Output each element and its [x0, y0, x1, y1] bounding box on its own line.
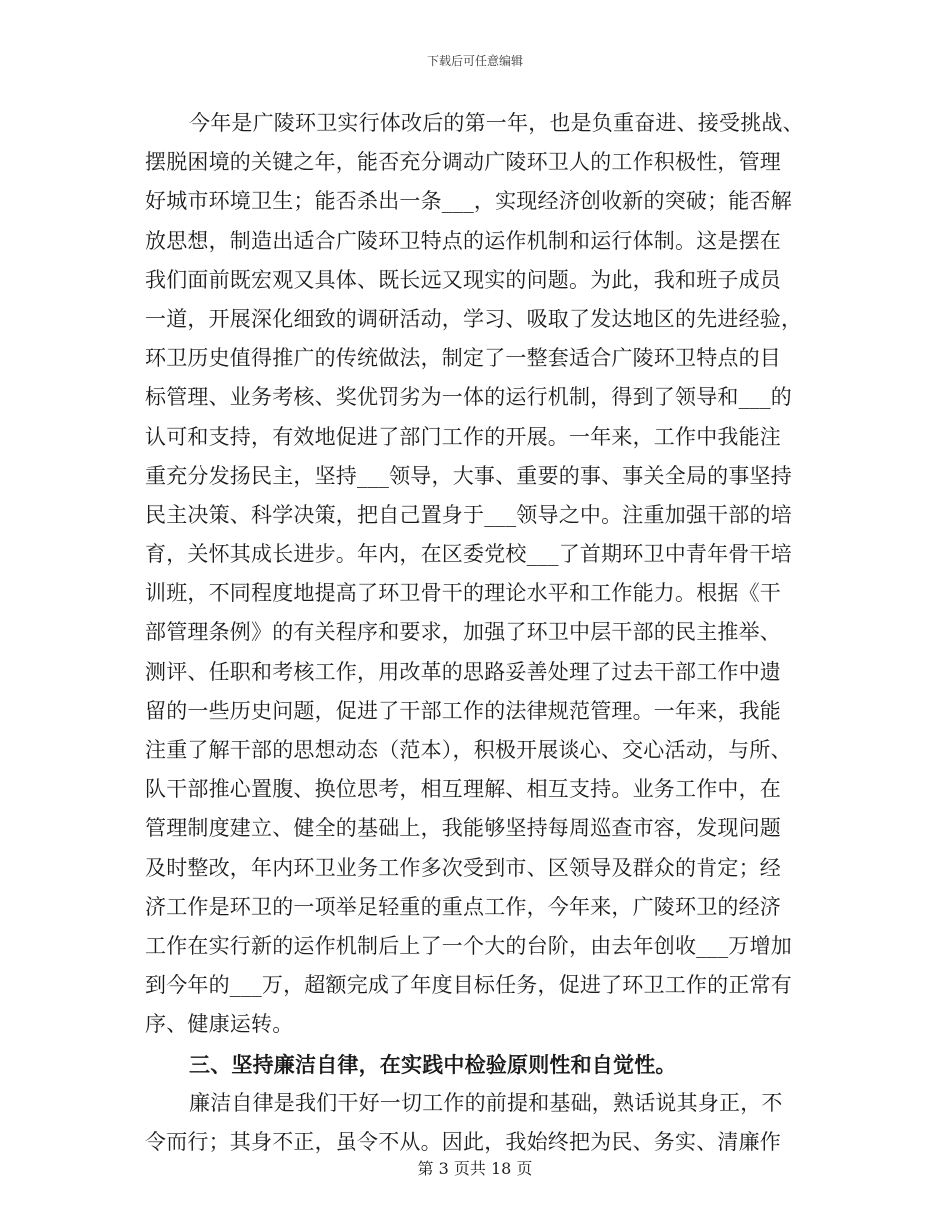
page-number: 第 3 页共 18 页	[417, 1159, 533, 1178]
paragraph-line: 到今年的___万，超额完成了年度目标任务，促进了环卫工作的正常有	[145, 973, 792, 998]
paragraph-line: 今年是广陵环卫实行体改后的第一年，也是负重奋进、接受挑战、	[189, 111, 804, 135]
paragraph-line: 一道，开展深化细致的调研活动，学习、吸取了发达地区的先进经验，	[145, 306, 803, 331]
paragraph-line: 廉洁自律是我们干好一切工作的前提和基础，熟话说其身正，不	[189, 1090, 783, 1115]
document-body	[145, 104, 807, 1162]
page-header: 下载后可任意编辑	[426, 54, 523, 68]
paragraph-line: 重充分发扬民主，坚持___领导，大事、重要的事、事关全局的事坚持	[145, 463, 792, 488]
paragraph-line: 留的一些历史问题，促进了干部工作的法律规范管理。一年来，我能	[145, 698, 781, 723]
paragraph-line: 环卫历史值得推广的传统做法，制定了一整套适合广陵环卫特点的目	[145, 346, 781, 371]
paragraph-line: 济工作是环卫的一项举足轻重的重点工作，今年来，广陵环卫的经济	[145, 894, 781, 919]
paragraph-line: 注重了解干部的思想动态（范本），积极开展谈心、交心活动，与所、	[145, 738, 792, 762]
paragraph-line: 认可和支持，有效地促进了部门工作的开展。一年来，工作中我能注	[145, 424, 781, 449]
paragraph-line: 及时整改，年内环卫业务工作多次受到市、区领导及群众的肯定；经	[145, 855, 781, 880]
paragraph-line: 测评、任职和考核工作，用改革的思路妥善处理了过去干部工作中遗	[145, 659, 781, 684]
paragraph-line: 队干部推心置腹、换位思考，相互理解、相互支持。业务工作中，在	[145, 777, 781, 802]
paragraph-line: 部管理条例》的有关程序和要求，加强了环卫中层干部的民主推举、	[145, 620, 781, 645]
paragraph-line: 放思想，制造出适合广陵环卫特点的运作机制和运行体制。这是摆在	[145, 228, 781, 253]
paragraph-line: 管理制度建立、健全的基础上，我能够坚持每周巡查市容，发现问题	[145, 816, 781, 841]
paragraph-line: 序、健康运转。	[145, 1012, 294, 1037]
paragraph-line: 好城市环境卫生；能否杀出一条___，实现经济创收新的突破；能否解	[145, 189, 792, 214]
paragraph-line: 令而行；其身不正，虽令不从。因此，我始终把为民、务实、清廉作	[145, 1129, 781, 1154]
paragraph-line: 标管理、业务考核、奖优罚劣为一体的运行机制，得到了领导和___的	[145, 385, 792, 410]
paragraph-line: 训班，不同程度地提高了环卫骨干的理论水平和工作能力。根据《干	[145, 581, 781, 606]
section-heading: 三、坚持廉洁自律，在实践中检验原则性和自觉性。	[189, 1051, 677, 1077]
paragraph-line: 我们面前既宏观又具体、既长远又现实的问题。为此，我和班子成员	[145, 267, 781, 292]
paragraph-line: 育，关怀其成长进步。年内，在区委党校___了首期环卫中青年骨干培	[145, 542, 792, 567]
paragraph-line: 工作在实行新的运作机制后上了一个大的台阶，由去年创收___万增加	[145, 933, 792, 958]
paragraph-line: 摆脱困境的关键之年，能否充分调动广陵环卫人的工作积极性，管理	[145, 150, 781, 175]
paragraph-line: 民主决策、科学决策，把自己置身于___领导之中。注重加强干部的培	[145, 502, 792, 527]
